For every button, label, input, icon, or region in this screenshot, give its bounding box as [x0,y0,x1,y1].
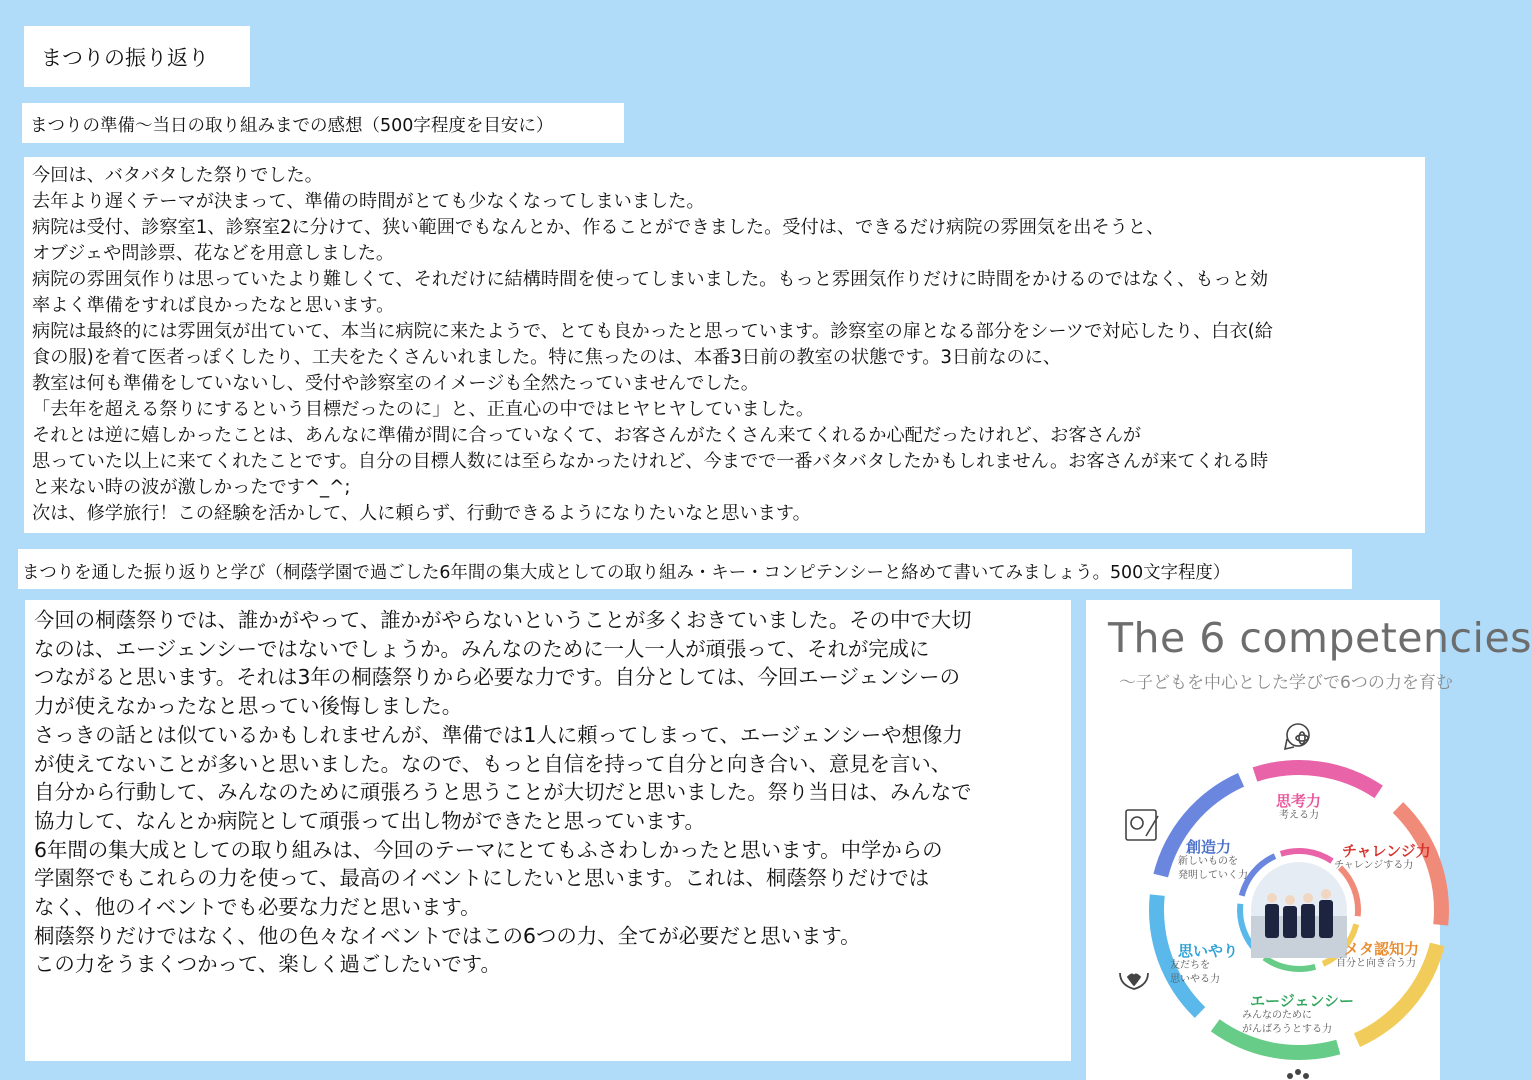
section2-line: なのは、エージェンシーではないでしょうか。みんなのために一人一人が頑張って、それが完成に [34,636,930,661]
section2-line: 協力して、なんとか病院として頑張って出し物ができたと思っています。 [34,808,705,833]
section1-line: 次は、修学旅行！この経験を活かして、人に頼らず、行動できるようになりたいなと思います。 [32,503,811,524]
page-title: まつりの振り返り [24,26,250,87]
section2-line: 学園祭でもこれらの力を使って、最高のイベントにしたいと思います。これは、桐蔭祭りだけでは [34,866,930,891]
section1-line: 今回は、バタバタした祭りでした。 [32,165,323,186]
section1-line: 病院は受付、診察室1、診察室2に分けて、狭い範囲でもなんとか、作ることができました。受付は、できるだけ病院の雰囲気を出そうと、 [32,217,1165,238]
section1-line: オブジェや問診票、花などを用意しました。 [32,243,395,264]
competency-label: 思いやり [1178,942,1239,960]
section1-line: 率よく準備をすれば良かったなと思います。 [32,295,395,316]
competency-label: 創造力 [1186,838,1232,856]
section1-heading: まつりの準備〜当日の取り組みまでの感想（500字程度を目安に） [22,103,624,143]
section2-line: 桐蔭祭りだけではなく、他の色々なイベントではこの6つの力、全てが必要だと思います。 [34,923,861,948]
brain-icon [1285,724,1309,749]
competency-description: 新しいものを [1178,856,1238,867]
competency-description: みんなのために [1242,1010,1312,1021]
section2-line: なく、他のイベントでも必要な力だと思います。 [34,895,481,920]
competencies-image [1086,600,1532,1080]
people-icon [1287,1069,1309,1079]
competency-label: メタ認知力 [1344,940,1420,958]
section2-heading: まつりを通した振り返りと学び（桐蔭学園で過ごした6年間の集大成としての取り組み・キー・コンピテンシーと絡めて書いてみましょう。500文字程度） [18,549,1352,589]
students-photo [1251,862,1347,958]
competency-description: がんばろうとする力 [1242,1024,1332,1035]
section1-line: 食の服)を着て医者っぽくしたり、工夫をたくさんいれました。特に焦ったのは、本番3日前の教室の状態です。3日前なのに、 [32,347,1062,368]
competencies-title: The 6 competencies [1108,614,1532,662]
section1-line: 教室は何も準備をしていないし、受付や診察室のイメージも全然たっていませんでした。 [32,373,759,394]
section1-line: 「去年を超える祭りにするという目標だったのに」と、正直心の中ではヒヤヒヤしていました。 [32,399,815,420]
section1-textbox[interactable] [24,157,1425,533]
competency-description: 思いやる力 [1170,974,1220,985]
section2-line: 力が使えなかったなと思ってい後悔しました。 [34,694,463,719]
competencies-subtitle: 〜子どもを中心とした学びで6つの力を育む [1119,673,1453,693]
competency-description: チャレンジする力 [1334,860,1414,871]
idea-board-icon [1126,810,1158,840]
competency-description: 自分と向き合う力 [1336,958,1416,969]
inner-ring-segment [1280,848,1334,864]
section1-line: それとは逆に嬉しかったことは、あんなに準備が間に合っていなくて、お客さんがたくさん来てくれるか心配だったけれど、お客さんが [32,425,1142,446]
section2-line: が使えてないことが多いと思いました。なので、もっと自信を持って自分と向き合い、意見を言い、 [34,751,952,776]
section2-textbox[interactable] [25,600,1071,1061]
competency-label: チャレンジ力 [1342,842,1431,860]
competency-description: 友だちを [1170,960,1210,971]
section2-line: 自分から行動して、みんなのために頑張ろうと思うことが大切だと思いました。祭り当日は、みんなで [34,780,972,805]
section2-line: つながると思います。それは3年の桐蔭祭りから必要な力です。自分としては、今回エージェンシーの [34,665,960,690]
section2-line: 今回の桐蔭祭りでは、誰かがやって、誰かがやらないということが多くおきていました。その中で大切 [34,608,972,632]
competency-description: 発明していく力 [1178,870,1248,881]
section1-line: 去年より遅くテーマが決まって、準備の時間がとても少なくなってしまいました。 [32,191,705,212]
section1-line: 病院は最終的には雰囲気が出ていて、本当に病院に来たようで、とても良かったと思っています。診察室の扉となる部分をシーツで対応したり、白衣(給 [32,321,1273,342]
section2-line: 6年間の集大成としての取り組みは、今回のテーマにとてもふさわしかったと思います。中学からの [34,837,943,862]
section1-line: と来ない時の波が激しかったです^_^; [32,477,351,498]
section2-line: この力をうまくつかって、楽しく過ごしたいです。 [34,952,501,977]
heart-hands-icon [1120,973,1148,989]
competency-label: エージェンシー [1250,992,1355,1010]
competency-label: 思考力 [1276,792,1322,810]
section2-line: さっきの話とは似ているかもしれませんが、準備では1人に頼ってしまって、エージェンシーや想像力 [34,722,963,747]
section1-line: 病院の雰囲気作りは思っていたより難しくて、それだけに結構時間を使ってしまいました。もっと雰囲気作りだけに時間をかけるのではなく、もっと効 [32,269,1269,290]
competency-description: 考える力 [1279,810,1319,821]
section1-line: 思っていた以上に来てくれたことです。自分の目標人数には至らなかったけれど、今までで一番バタバタしたかもしれません。お客さんが来てくれる時 [32,451,1269,472]
